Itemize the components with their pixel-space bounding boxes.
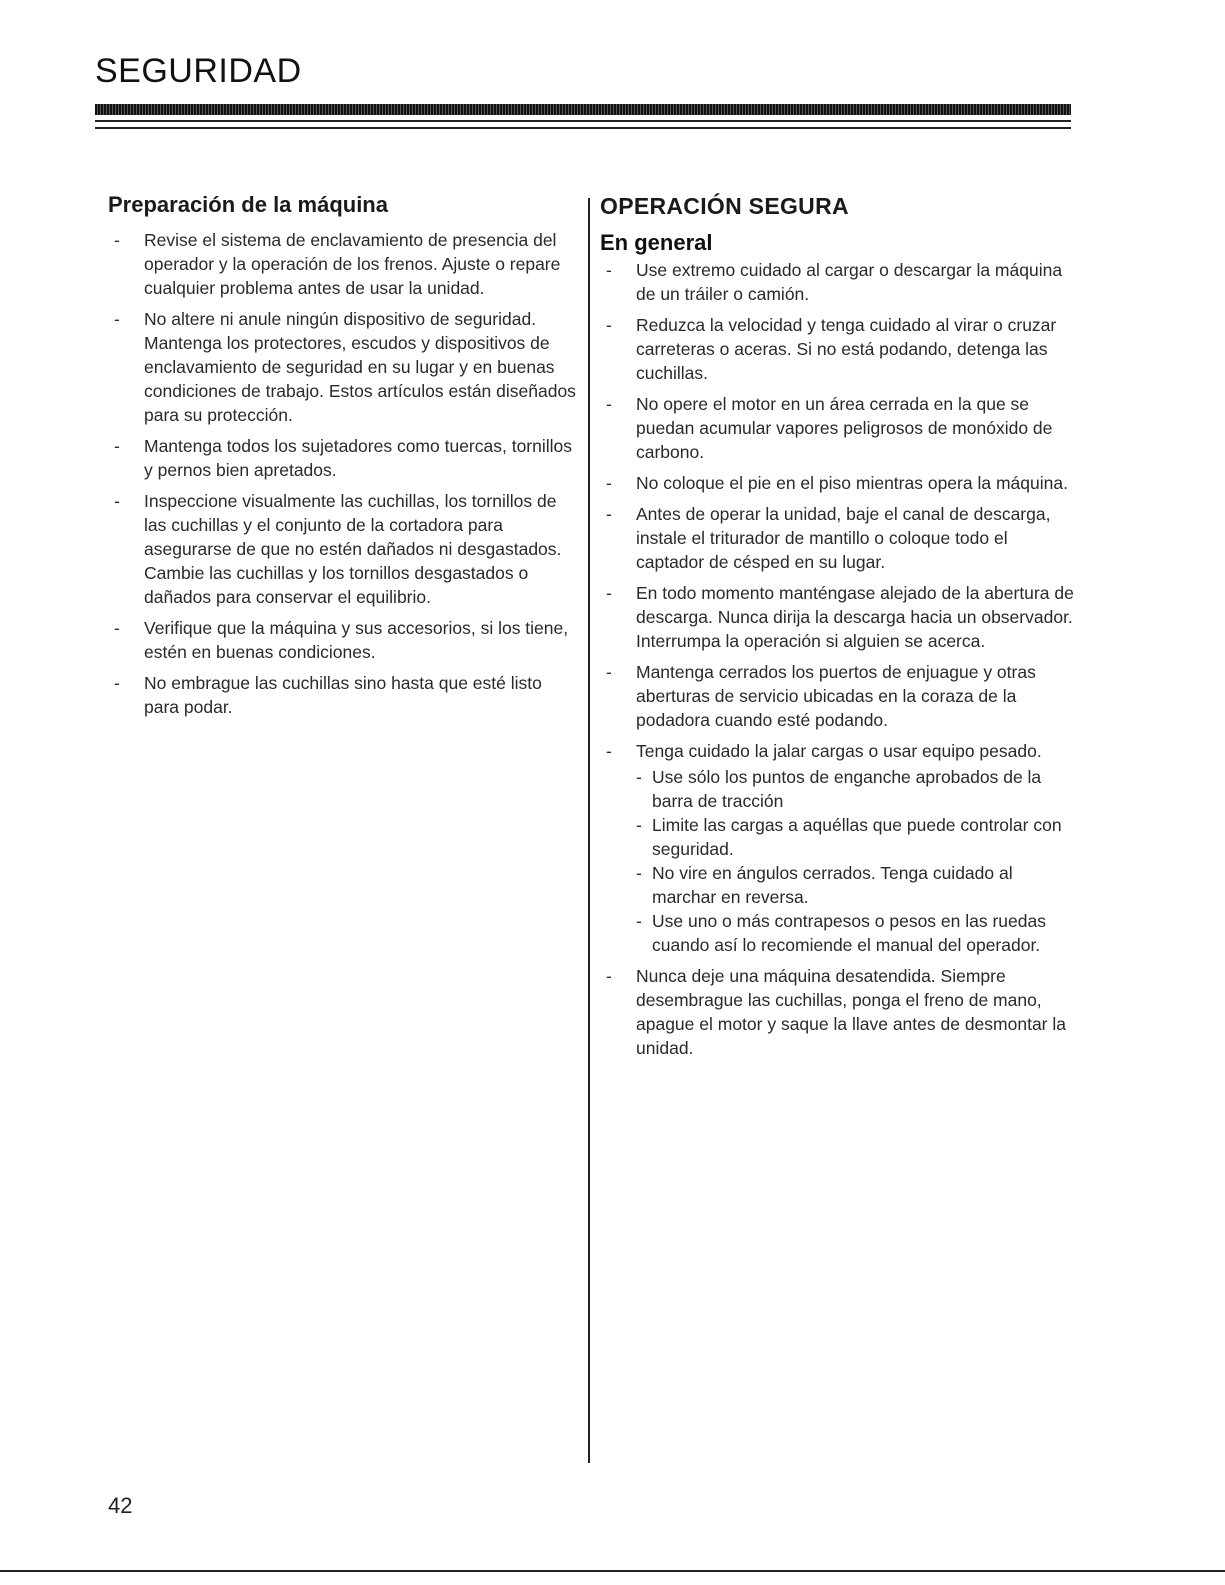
dash-icon: - xyxy=(114,491,120,511)
section-heading-preparacion: Preparación de la máquina xyxy=(108,192,388,217)
list-item-text: Tenga cuidado la jalar cargas o usar equipo pesado. xyxy=(636,741,1042,761)
list-item-text: Antes de operar la unidad, baje el canal de descarga, instale el triturador de mantillo o coloque todo el captador de césped en su lugar. xyxy=(636,504,1051,572)
list-item-text: Revise el sistema de enclavamiento de presencia del operador y la operación de los frenos. Ajuste o repare cualquier problema antes de usar la unidad. xyxy=(144,230,561,298)
bottom-rule xyxy=(0,1570,1225,1572)
sub-list-item-text: Limite las cargas a aquéllas que puede controlar con seguridad. xyxy=(652,815,1062,859)
list-item-text: No altere ni anule ningún dispositivo de seguridad. Mantenga los protectores, escudos y dispositivos de enclavamiento de seguridad en su lugar y en buenas condiciones de trabajo. Estos artículos están diseñados para su protección. xyxy=(144,309,576,425)
sub-list-item xyxy=(636,813,1075,861)
column-divider xyxy=(588,198,590,1463)
dash-icon: - xyxy=(636,911,642,931)
dash-icon: - xyxy=(606,473,612,493)
dash-icon: - xyxy=(636,863,642,883)
list-item xyxy=(108,228,580,300)
left-column xyxy=(108,190,580,726)
title-rule-thick xyxy=(95,104,1071,115)
list-item xyxy=(600,581,1075,653)
section-heading-operacion-segura: OPERACIÓN SEGURA xyxy=(600,193,849,219)
dash-icon: - xyxy=(606,583,612,603)
dash-icon: - xyxy=(636,815,642,835)
list-item-text: Mantenga cerrados los puertos de enjuague y otras aberturas de servicio ubicadas en la coraza de la podadora cuando esté podando. xyxy=(636,662,1036,730)
sub-list-item xyxy=(636,861,1075,909)
dash-icon: - xyxy=(606,966,612,986)
dash-icon: - xyxy=(636,767,642,787)
list-item-text: No opere el motor en un área cerrada en la que se puedan acumular vapores peligrosos de monóxido de carbono. xyxy=(636,394,1053,462)
list-item-text: Mantenga todos los sujetadores como tuercas, tornillos y pernos bien apretados. xyxy=(144,436,573,480)
list-item-text: No embrague las cuchillas sino hasta que esté listo para podar. xyxy=(144,673,542,717)
title-rule-thin xyxy=(95,120,1071,122)
dash-icon: - xyxy=(114,673,120,693)
sub-list-item xyxy=(636,765,1075,813)
dash-icon: - xyxy=(114,230,120,250)
dash-icon: - xyxy=(606,315,612,335)
list-item xyxy=(600,471,1075,495)
list-item-text: No coloque el pie en el piso mientras opera la máquina. xyxy=(636,473,1068,493)
list-item xyxy=(108,434,580,482)
dash-icon: - xyxy=(606,394,612,414)
sub-list-item-text: No vire en ángulos cerrados. Tenga cuidado al marchar en reversa. xyxy=(652,863,1013,907)
list-item xyxy=(600,313,1075,385)
list-item xyxy=(600,392,1075,464)
dash-icon: - xyxy=(114,436,120,456)
dash-icon: - xyxy=(606,260,612,280)
list-item xyxy=(108,307,580,427)
dash-icon: - xyxy=(606,504,612,524)
list-item xyxy=(600,739,1075,957)
list-item xyxy=(108,671,580,719)
list-item-text: Inspeccione visualmente las cuchillas, los tornillos de las cuchillas y el conjunto de la cortadora para asegurarse de que no estén dañados ni desgastados. Cambie las cuchillas y los tornillos desgastados o dañados para conservar el equilibrio. xyxy=(144,491,562,607)
sub-list-item xyxy=(636,909,1075,957)
list-item-text: Verifique que la máquina y sus accesorios, si los tiene, estén en buenas condiciones. xyxy=(144,618,569,662)
list-item xyxy=(600,660,1075,732)
sub-list-item-text: Use uno o más contrapesos o pesos en las ruedas cuando así lo recomiende el manual del operador. xyxy=(652,911,1046,955)
sub-bullet-list xyxy=(636,765,1075,957)
list-item xyxy=(600,502,1075,574)
list-item xyxy=(108,489,580,609)
page-number: 42 xyxy=(108,1493,133,1518)
subsection-heading-en-general: En general xyxy=(600,230,713,255)
list-item-text: Use extremo cuidado al cargar o descargar la máquina de un tráiler o camión. xyxy=(636,260,1063,304)
list-item xyxy=(108,616,580,664)
page-title: SEGURIDAD xyxy=(95,52,302,90)
right-column xyxy=(600,190,1075,1067)
sub-list-item-text: Use sólo los puntos de enganche aprobados de la barra de tracción xyxy=(652,767,1042,811)
bullet-list xyxy=(108,228,580,719)
list-item xyxy=(600,258,1075,306)
list-item-text: Nunca deje una máquina desatendida. Siempre desembrague las cuchillas, ponga el freno de mano, apague el motor y saque la llave antes de desmontar la unidad. xyxy=(636,966,1066,1058)
list-item xyxy=(600,964,1075,1060)
list-item-text: Reduzca la velocidad y tenga cuidado al virar o cruzar carreteras o aceras. Si no está podando, detenga las cuchillas. xyxy=(636,315,1057,383)
bullet-list xyxy=(600,258,1075,1060)
title-rule-thin xyxy=(95,127,1071,129)
list-item-text: En todo momento manténgase alejado de la abertura de descarga. Nunca dirija la descarga hacia un observador. Interrumpa la operación si alguien se acerca. xyxy=(636,583,1074,651)
dash-icon: - xyxy=(606,741,612,761)
dash-icon: - xyxy=(114,618,120,638)
dash-icon: - xyxy=(114,309,120,329)
dash-icon: - xyxy=(606,662,612,682)
